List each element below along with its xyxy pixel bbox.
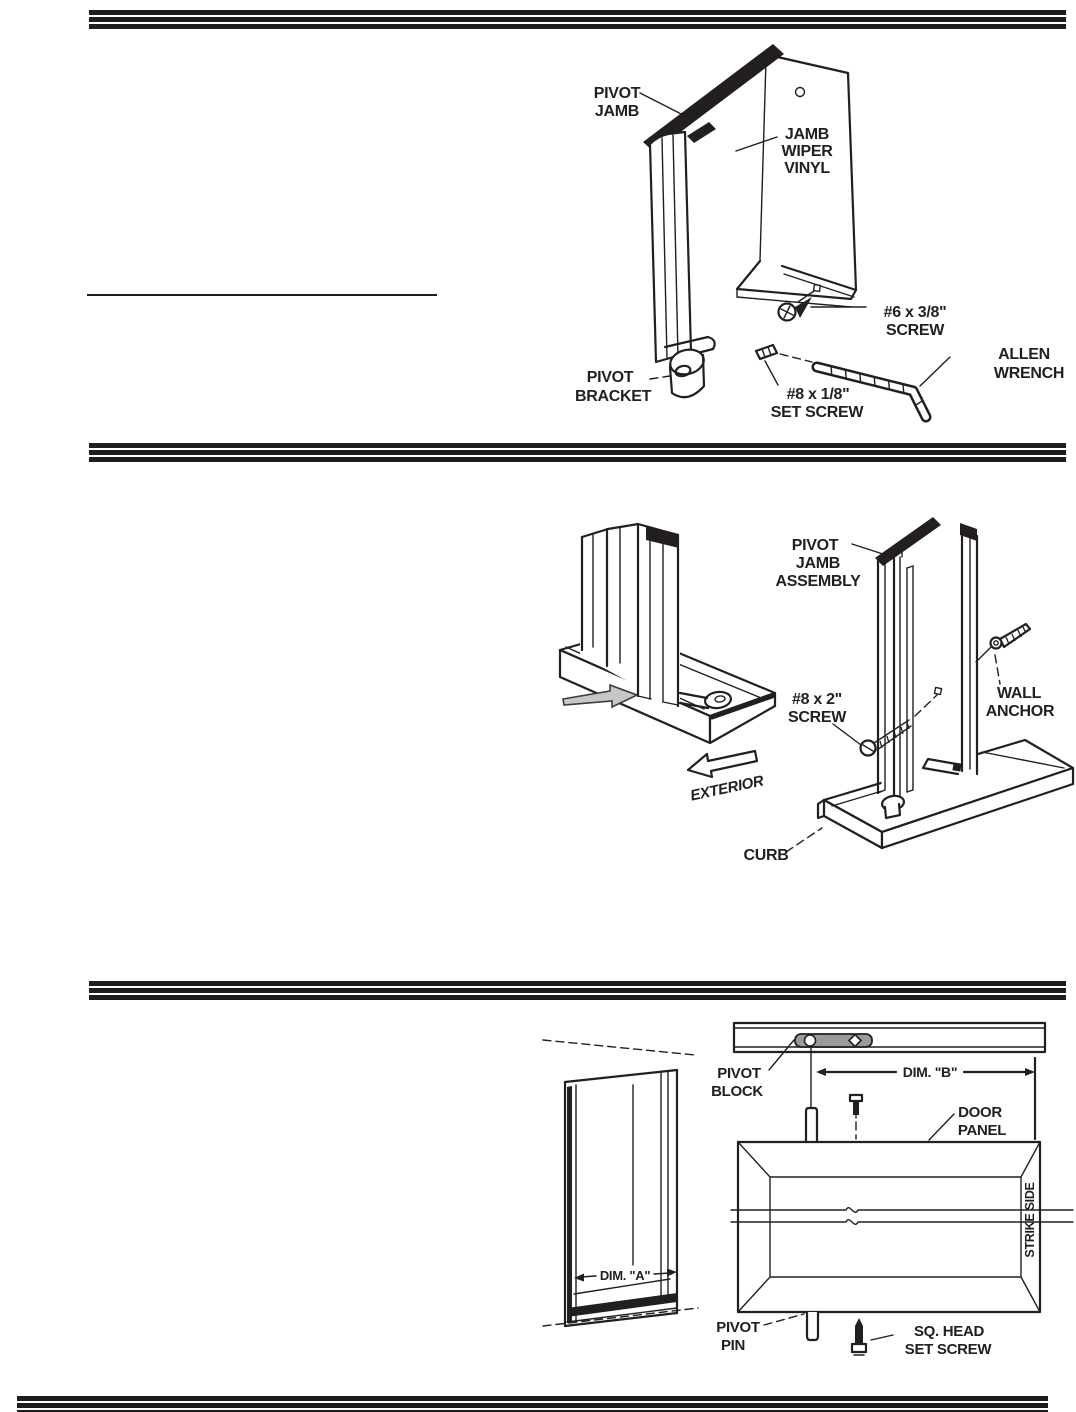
sq-head-set-screw-label-line-2: SET SCREW [904,1341,992,1358]
dim-b-label: DIM. "B" [902,1064,958,1080]
diagram-door-dimensions [530,1010,1076,1370]
pivot-pin-label-line-2: PIN [720,1337,746,1354]
allen-wrench-label-line-2: WRENCH [993,365,1065,382]
pivot-jamb-label-line-2: JAMB [594,103,640,120]
section-divider-2 [89,981,1066,1000]
wall-anchor-icon [976,624,1030,684]
pivot-bracket-label-line-1: PIVOT [586,369,634,386]
door-panel-label-line-2: PANEL [957,1122,1007,1139]
heading-underline [87,294,437,296]
pivot-pin-top-icon [806,1108,817,1142]
jamb-wiper-vinyl-label-line-2: WIPER [781,143,833,160]
exterior-label: EXTERIOR [688,772,765,805]
pivot-block-label-line-2: BLOCK [711,1083,763,1100]
pivot-jamb-assembly-label-line-1: PIVOT [791,537,839,554]
screw-label-line-1: #6 x 3/8" [883,304,947,321]
jamb-wiper-vinyl-label-line-3: VINYL [784,160,830,177]
bottom-rule [17,1396,1048,1412]
pivot-pin-label-line-1: PIVOT [716,1319,760,1336]
header-channel-art [734,1023,1045,1070]
screw-label-line-2: SCREW [885,322,945,339]
sq-head-set-screw-icon [852,1318,893,1355]
leader-lines [764,1114,954,1325]
screw-8x2-label-line-2: SCREW [787,709,847,726]
set-screw-label-line-2: SET SCREW [770,404,864,421]
sq-head-set-screw-label-line-1: SQ. HEAD [913,1323,985,1340]
pivot-jamb-art [643,44,856,397]
pivot-jamb-label-line-1: PIVOT [593,85,641,102]
pivot-block-label-line-1: PIVOT [717,1065,761,1082]
section-divider-1 [89,443,1066,462]
curb-label: CURB [743,847,789,864]
set-screw-top-icon [850,1095,862,1139]
jamb-wiper-vinyl-label-line-1: JAMB [784,126,830,143]
door-panel-art [731,1142,1073,1312]
pivot-jamb-assembly-label-line-2: JAMB [795,555,841,572]
strike-side-label: STRIKE SIDE [1023,1182,1037,1258]
wall-anchor-label-line-2: ANCHOR [985,703,1055,720]
diagram-pivot-jamb-exploded [530,40,1076,440]
wall-anchor-label-line-1: WALL [996,685,1042,702]
set-screw-icon [756,345,812,385]
pivot-pin-bottom-icon [807,1312,818,1340]
allen-wrench-label-line-1: ALLEN [998,346,1050,363]
exterior-arrow [688,751,757,777]
door-panel-label-line-1: DOOR [958,1104,1002,1121]
pivot-bracket-label-line-2: BRACKET [574,388,652,405]
pivot-jamb-assembly-label-line-3: ASSEMBLY [775,573,861,590]
dim-a-label: DIM. "A" [599,1268,651,1283]
door-opening-art [543,1040,698,1326]
set-screw-label-line-1: #8 x 1/8" [786,386,850,403]
screw-8x2-label-line-1: #8 x 2" [792,691,842,708]
top-rule [89,10,1066,29]
diagram-pivot-jamb-assembly [530,500,1076,900]
